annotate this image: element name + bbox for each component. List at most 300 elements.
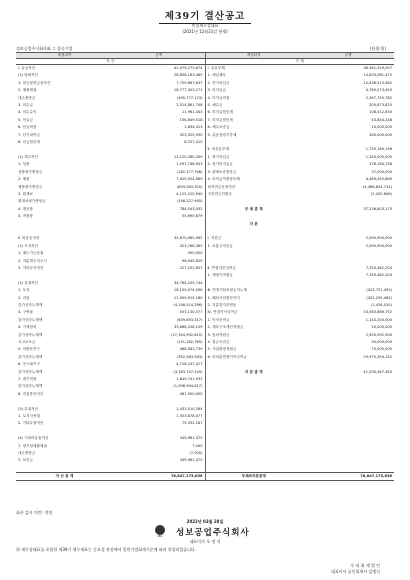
col-amount-left: 금액	[113, 53, 205, 59]
row-right-item	[205, 391, 302, 398]
row-right-amount: 10,000,000	[371, 125, 392, 130]
row-left-item: 1. 상품	[18, 162, 30, 167]
row-left-amount: 323,768,482	[179, 243, 203, 248]
row-right-amount	[302, 376, 394, 383]
row-left-item: 감가상각누계액	[18, 317, 43, 322]
total-assets-amount: 78,847,175,636	[113, 473, 205, 481]
row-left-amount	[113, 146, 205, 153]
table-row	[16, 339, 394, 346]
row-left-amount: 7,759,867,637	[176, 80, 203, 85]
logo-text: SBIC	[157, 535, 163, 538]
row-right-amount	[302, 465, 394, 473]
row-right-amount: 29,970,394,152	[363, 354, 392, 359]
row-right-item: 3. 판매보증충당금	[205, 169, 302, 176]
row-left-item: 4. 재공품	[18, 206, 33, 211]
table-row	[16, 80, 394, 87]
table-row	[16, 132, 394, 139]
row-left-amount: (495,777,123)	[176, 95, 203, 100]
row-right-amount: 7,333,482,204	[365, 265, 392, 270]
row-left-amount: 18,159,074,096	[173, 288, 203, 293]
row-right-amount	[302, 213, 394, 220]
row-left-amount: 2,314,861,708	[176, 103, 203, 108]
row-right-amount	[302, 450, 394, 457]
col-item-left: 계정과목	[16, 53, 113, 59]
row-right-item: 1. 매입채무	[205, 72, 302, 79]
row-right-item	[205, 450, 302, 457]
table-row	[16, 221, 394, 228]
row-right-amount: 108,412,830	[369, 110, 392, 115]
row-right-amount	[302, 280, 394, 287]
table-row	[16, 213, 394, 220]
row-left-item	[16, 146, 113, 153]
row-right-amount: 70,000,000	[371, 347, 392, 352]
row-left-amount: 8,257,410	[184, 140, 203, 145]
row-left-amount: (146,227,465)	[176, 199, 203, 204]
row-right-amount: 2,095,900,000	[365, 243, 392, 248]
table-row	[16, 109, 394, 116]
row-left-amount: 1,353,878,077	[176, 414, 203, 419]
row-left-item: 제품평가충당금	[18, 184, 43, 189]
row-left-amount: (352,583,563)	[176, 354, 203, 359]
row-left-amount: 323,325,590	[179, 132, 203, 137]
unit-label: (단위:원)	[369, 46, 386, 51]
row-right-item: 6. 미지급법인세	[205, 109, 302, 116]
table-row	[16, 413, 394, 420]
row-right-amount	[302, 361, 394, 368]
table-row	[16, 398, 394, 405]
table-row	[16, 369, 394, 376]
row-right-item: 5. 사업확장적립금	[205, 346, 302, 353]
table-row	[16, 309, 394, 316]
ceo-name: 대표이사 오 정 석	[189, 539, 221, 544]
row-right-amount: 2,550,092,900	[365, 332, 392, 337]
row-right-item	[205, 420, 302, 427]
announce-date: 2022년 03월 28일	[186, 519, 224, 524]
row-left-amount: 41,979,273,674	[173, 66, 203, 70]
row-left-item: 감가상각누계액	[18, 332, 43, 337]
row-right-item: 자 본 총 계	[205, 369, 302, 376]
row-left-item: 7. 집기비품	[18, 377, 37, 382]
total-liab-equity-label: 부채와자본총계	[205, 473, 302, 481]
table-row	[16, 154, 394, 161]
company-line: 성보공업주식회사와 그 종속기업	[16, 46, 73, 51]
row-left-amount: (151,162,765)	[176, 340, 203, 345]
row-right-amount: 205,873,825	[369, 103, 392, 108]
row-right-item	[205, 443, 302, 450]
row-right-item: Ⅰ. 자본금	[205, 235, 302, 242]
row-left-item: 6. 공구와기구	[18, 362, 40, 367]
statement-name: 연결재무상태표	[191, 23, 219, 28]
row-left-amount: (3,163,747,249)	[173, 369, 203, 374]
row-right-item: 국민연금전환금	[205, 191, 302, 198]
row-right-amount: 7,333,482,204	[365, 273, 392, 278]
table-row	[16, 87, 394, 94]
row-right-item	[205, 406, 302, 413]
row-left-item	[16, 272, 113, 279]
table-row	[16, 228, 394, 235]
row-left-item	[16, 428, 113, 435]
row-right-item: 2. 단기차입금	[205, 80, 302, 87]
table-row	[16, 184, 394, 191]
table-row	[16, 65, 394, 73]
audit-note: 위 재무상태표를 포함한 제39기 재무제표는 중요성 관점에서 일반기업회계기준에 따라 작성되었습니다.	[16, 547, 197, 552]
row-right-item: 1. 보통주자본금	[205, 243, 302, 250]
row-right-item	[205, 250, 302, 257]
row-left-amount: 4,125,220,940	[176, 191, 203, 196]
row-left-item: (2) 유형자산	[18, 280, 39, 285]
row-right-amount	[302, 258, 394, 265]
row-right-item: Ⅱ. 비유동부채	[205, 146, 302, 153]
row-right-item: 1. 이익준비금	[205, 317, 302, 324]
row-left-item: Ⅰ. 유동자산	[18, 66, 36, 70]
row-right-amount	[302, 391, 394, 398]
row-right-amount: 14,833,081,472	[363, 73, 392, 78]
row-left-amount: 4,718,247,417	[176, 362, 203, 367]
row-left-amount: (27,354,992,810)	[171, 332, 203, 337]
row-left-item: (1) 투자자산	[18, 243, 39, 248]
row-right-item: 6. 미처분연결이익잉여금	[205, 354, 302, 361]
row-right-amount	[302, 383, 394, 390]
row-right-item: 1. 해외사업환산이익	[205, 295, 302, 302]
table-row	[16, 443, 394, 450]
row-left-item	[16, 228, 113, 235]
row-left-item: 1. 토지사용권	[18, 414, 40, 419]
row-left-item: 1. 토지	[18, 288, 30, 293]
total-liab-equity-amount: 78,847,175,636	[302, 473, 394, 481]
row-left-amount: 1,834,413	[184, 125, 203, 130]
row-right-item: 1. 재평가적립금	[205, 272, 302, 279]
row-left-amount: (659,893,317)	[176, 317, 203, 322]
row-left-amount: 55,690,679	[181, 214, 203, 219]
row-right-item	[205, 213, 302, 220]
row-left-amount: 13,120,280,209	[173, 154, 203, 159]
row-right-amount: 38,561,029,097	[363, 66, 392, 70]
row-left-item: 3. 원재료	[18, 191, 33, 196]
row-right-item: 9. 유동성장기부채	[205, 132, 302, 139]
row-left-amount: (4,146,514,286)	[173, 302, 203, 307]
row-right-amount	[302, 435, 394, 442]
row-left-item: 2. 건물	[18, 295, 30, 300]
row-left-item: 3. 구축물	[18, 310, 33, 315]
row-left-item: 감가상각누계액	[18, 384, 43, 389]
row-left-amount: 300,000	[187, 251, 203, 256]
table-row	[16, 295, 394, 302]
row-left-item: 8. 선급법인세	[18, 140, 40, 145]
row-left-item: (2) 재고자산	[18, 154, 39, 159]
row-right-amount: 280,000,000	[369, 132, 392, 137]
row-left-item: (1) 당좌자산	[18, 73, 39, 78]
row-right-item	[205, 465, 302, 473]
row-right-amount	[302, 406, 394, 413]
row-left-amount: 7,429,924,089	[176, 177, 203, 182]
table-row	[16, 72, 394, 79]
row-right-amount: 2,367,755,782	[365, 95, 392, 100]
row-right-amount	[302, 428, 394, 435]
table-row	[16, 117, 394, 124]
table-row	[16, 265, 394, 272]
row-right-amount: 33,583,886,752	[363, 310, 392, 315]
row-right-item: 2. 지분법자본변동	[205, 302, 302, 309]
row-left-amount: 35,870,965,962	[173, 236, 203, 241]
table-row	[16, 361, 394, 368]
table-row	[16, 243, 394, 250]
row-left-amount: 227,252,657	[179, 265, 203, 270]
row-left-amount: 468,583,739	[179, 347, 203, 352]
row-right-amount	[302, 221, 394, 228]
document-title: 제39기 결산공고	[0, 8, 410, 22]
row-right-item	[205, 361, 302, 368]
row-right-item	[205, 228, 302, 235]
row-left-amount: (893,583,320)	[176, 184, 203, 189]
row-right-item: 4. 미지급비용	[205, 95, 302, 102]
table-row	[16, 435, 394, 442]
row-left-amount: 461,500,000	[179, 391, 203, 396]
table-row	[16, 346, 394, 353]
row-left-item: 2. 보증금	[18, 458, 33, 463]
row-left-item: 1. 장기성매출채권	[18, 443, 47, 448]
table-row	[16, 332, 394, 339]
row-right-amount	[302, 139, 394, 146]
row-right-item: 4. 퇴직급여충당부채	[205, 176, 302, 183]
auditor-firm: 우 리 회 계 법 인	[350, 563, 380, 568]
row-left-amount: 28,858,163,465	[173, 73, 203, 78]
row-right-amount: (4,486,824,714)	[362, 184, 392, 189]
row-left-item: 국고보조금	[18, 340, 36, 345]
table-row	[16, 95, 394, 102]
row-right-amount	[302, 413, 394, 420]
company-logo	[152, 525, 168, 536]
row-left-amount	[113, 272, 205, 279]
table-row	[16, 124, 394, 131]
row-left-item: 5. 선급금	[18, 117, 33, 122]
row-right-item: Ⅱ. 연결자본잉여금	[205, 265, 302, 272]
row-right-amount: 378,184,156	[369, 162, 392, 167]
row-left-item: (4) 기타비유동자산	[18, 436, 49, 441]
row-left-item	[16, 465, 113, 473]
row-left-item: 2. 매출채권	[18, 88, 37, 93]
total-assets-label: 자 산 총 계	[16, 473, 113, 481]
balance-sheet-table	[16, 52, 394, 481]
table-row	[16, 176, 394, 183]
row-right-item	[205, 376, 302, 383]
logo-mark-icon	[155, 525, 165, 535]
row-right-item: 부 채 총 계	[205, 206, 302, 213]
row-left-amount: 349,981,472	[179, 436, 203, 441]
row-left-amount: 79,332,187	[181, 421, 203, 426]
row-right-amount: 1,340,000,000	[365, 154, 392, 159]
row-right-item: 2. 장기미지급금	[205, 161, 302, 168]
row-right-item: 5. 예수금	[205, 102, 302, 109]
row-left-item: 8. 건설중인자산	[18, 391, 44, 396]
table-row	[16, 302, 394, 309]
row-right-amount: 37,236,803,173	[363, 206, 392, 211]
row-left-item: 4. 미수수익	[18, 110, 37, 115]
row-left-item: 4. 기계장치	[18, 325, 37, 330]
row-right-item	[205, 198, 302, 205]
row-right-item: 8. 예수보증금	[205, 124, 302, 131]
row-left-amount	[113, 228, 205, 235]
row-left-amount: (182,377,768)	[176, 169, 203, 174]
table-row	[16, 146, 394, 153]
totals-row	[16, 473, 394, 481]
row-left-item	[16, 398, 113, 405]
row-right-amount: 30,000,000	[371, 340, 392, 345]
auditor-signer: 대표이사 공인회계사 김병식	[331, 568, 380, 574]
row-left-amount: 18,777,303,271	[173, 88, 203, 93]
row-right-item: Ⅳ. 연결이익잉여금	[205, 309, 302, 316]
table-row	[16, 354, 394, 361]
table-row	[16, 169, 394, 176]
row-right-item: 자 본	[205, 221, 302, 228]
row-left-item: 6. 선급비용	[18, 125, 37, 130]
row-right-item	[205, 398, 302, 405]
table-row	[16, 102, 394, 109]
row-left-amount	[113, 465, 205, 473]
table-row	[16, 250, 394, 257]
row-right-amount: 1,755,164,196	[365, 147, 392, 152]
row-left-item: 감가상각누계액	[18, 302, 43, 307]
row-left-amount	[113, 428, 205, 435]
row-right-amount	[302, 198, 394, 205]
row-right-item	[205, 280, 302, 287]
row-right-amount: (1,426,010)	[370, 302, 392, 307]
table-row	[16, 272, 394, 279]
row-left-amount: 784,043,432	[179, 206, 203, 211]
row-right-amount	[302, 420, 394, 427]
row-left-amount: 1,840,741,931	[176, 377, 203, 382]
statement-date: (2021년 12월31일 현재)	[182, 29, 228, 34]
row-left-amount	[113, 221, 205, 228]
row-right-item: 3. 임의적립금	[205, 332, 302, 339]
row-right-amount: 4,780,073,445	[365, 88, 392, 93]
table-row	[16, 161, 394, 168]
row-right-amount: 4,489,045,860	[365, 177, 392, 182]
col-amount-right: 금액	[302, 53, 394, 59]
row-left-item: Ⅱ. 비유동자산	[18, 236, 40, 241]
table-row	[16, 235, 394, 242]
table-row	[16, 206, 394, 213]
row-left-amount: 7,000	[192, 443, 203, 448]
table-row	[16, 376, 394, 383]
table-row	[16, 457, 394, 464]
row-left-amount: (1,596,944,617)	[173, 384, 203, 389]
row-left-item: 2. 제품	[18, 177, 30, 182]
table-row	[16, 391, 394, 398]
row-right-amount: 20,000,000	[371, 325, 392, 330]
table-row	[16, 317, 394, 324]
row-left-item: 3. 기타투자자산	[18, 265, 44, 270]
table-row	[16, 420, 394, 427]
row-right-item: 2. 재무구조개선적립금	[205, 324, 302, 331]
row-right-amount: 43,854,248	[371, 117, 392, 122]
row-right-item	[205, 258, 302, 265]
table-row	[16, 191, 394, 198]
table-row	[16, 258, 394, 265]
row-left-amount: 553,130,577	[179, 310, 203, 315]
table-row	[16, 428, 394, 435]
row-left-item	[16, 221, 113, 228]
row-left-item: 감가상각누계액	[18, 354, 43, 359]
row-right-amount: 2,095,900,000	[365, 236, 392, 241]
liabilities-section: 부 채	[205, 59, 394, 65]
row-left-amount: 156,849,518	[179, 117, 203, 122]
row-right-item: Ⅰ. 유동부채	[205, 65, 302, 73]
row-left-amount: 34,764,205,744	[173, 280, 203, 285]
row-left-item: 1. 매도가능증권	[18, 251, 44, 256]
row-right-item	[205, 457, 302, 464]
row-right-item: 퇴직연금운용자산	[205, 184, 302, 191]
table-row	[16, 139, 394, 146]
row-right-item: 7. 미지급법인세	[205, 117, 302, 124]
row-right-item	[205, 435, 302, 442]
row-right-amount	[302, 250, 394, 257]
row-left-amount: 1,433,010,284	[176, 406, 203, 411]
row-left-amount: 349,981,472	[179, 458, 203, 463]
row-left-amount: 1,597,748,903	[176, 162, 203, 167]
table-row	[16, 450, 394, 457]
row-right-item	[205, 413, 302, 420]
row-left-amount: 11,961,343	[181, 110, 203, 115]
row-right-amount: (423,721,493)	[366, 288, 392, 293]
row-left-item: 5. 차량운반구	[18, 347, 40, 352]
table-row	[16, 198, 394, 205]
row-right-amount	[302, 398, 394, 405]
row-right-amount: (422,295,483)	[366, 295, 392, 300]
table-row	[16, 287, 394, 294]
table-row	[16, 383, 394, 390]
row-right-item: 3. 미지급금	[205, 87, 302, 94]
row-left-amount: 11,909,915,180	[173, 295, 203, 300]
row-left-item: 상품평가충당금	[18, 169, 43, 174]
row-left-item: (3) 무형자산	[18, 406, 39, 411]
row-left-item: 5. 저장품	[18, 214, 33, 219]
row-left-item: 2. 기타무형자산	[18, 421, 44, 426]
row-left-item: 대손충당금	[18, 95, 36, 100]
row-right-item: 1. 장기차입금	[205, 154, 302, 161]
row-left-amount: 33,668,258,159	[173, 325, 203, 330]
row-right-amount: 12,836,513,462	[363, 80, 392, 85]
auditor	[0, 563, 380, 574]
row-right-item	[205, 383, 302, 390]
table-row	[16, 280, 394, 287]
row-right-amount	[302, 228, 394, 235]
assets-section: 자 산	[16, 59, 205, 65]
row-left-amount: (7,000)	[189, 451, 203, 456]
row-right-amount: 37,000,000	[371, 169, 392, 174]
audit-opinion: 회사 감사 의견: 적정	[16, 510, 53, 515]
col-item-right: 계정과목	[205, 53, 302, 59]
row-left-item: 7. 단기대여금	[18, 132, 40, 137]
row-right-item: Ⅲ. 연결기타포괄손익누계	[205, 287, 302, 294]
row-right-amount	[302, 443, 394, 450]
row-right-item	[205, 428, 302, 435]
row-left-item: 1. 현금및현금성자산	[18, 80, 51, 85]
row-left-amount	[113, 398, 205, 405]
row-right-amount	[302, 457, 394, 464]
row-right-amount: 1,143,200,000	[365, 317, 392, 322]
row-right-item: 4. 결손보전금	[205, 339, 302, 346]
table-row	[16, 324, 394, 331]
row-right-amount: (2,420,806)	[370, 191, 392, 196]
row-right-item	[205, 139, 302, 146]
row-left-item: 대손충당금	[18, 451, 36, 456]
row-right-amount: 41,030,467,463	[363, 369, 392, 374]
row-left-item: 2. 지분법투자주식	[18, 258, 47, 263]
row-left-item: 감가상각누계액	[18, 369, 43, 374]
table-row	[16, 406, 394, 413]
company-name: 성보공업주식회사	[176, 528, 250, 538]
row-left-amount: 96,045,825	[181, 258, 203, 263]
